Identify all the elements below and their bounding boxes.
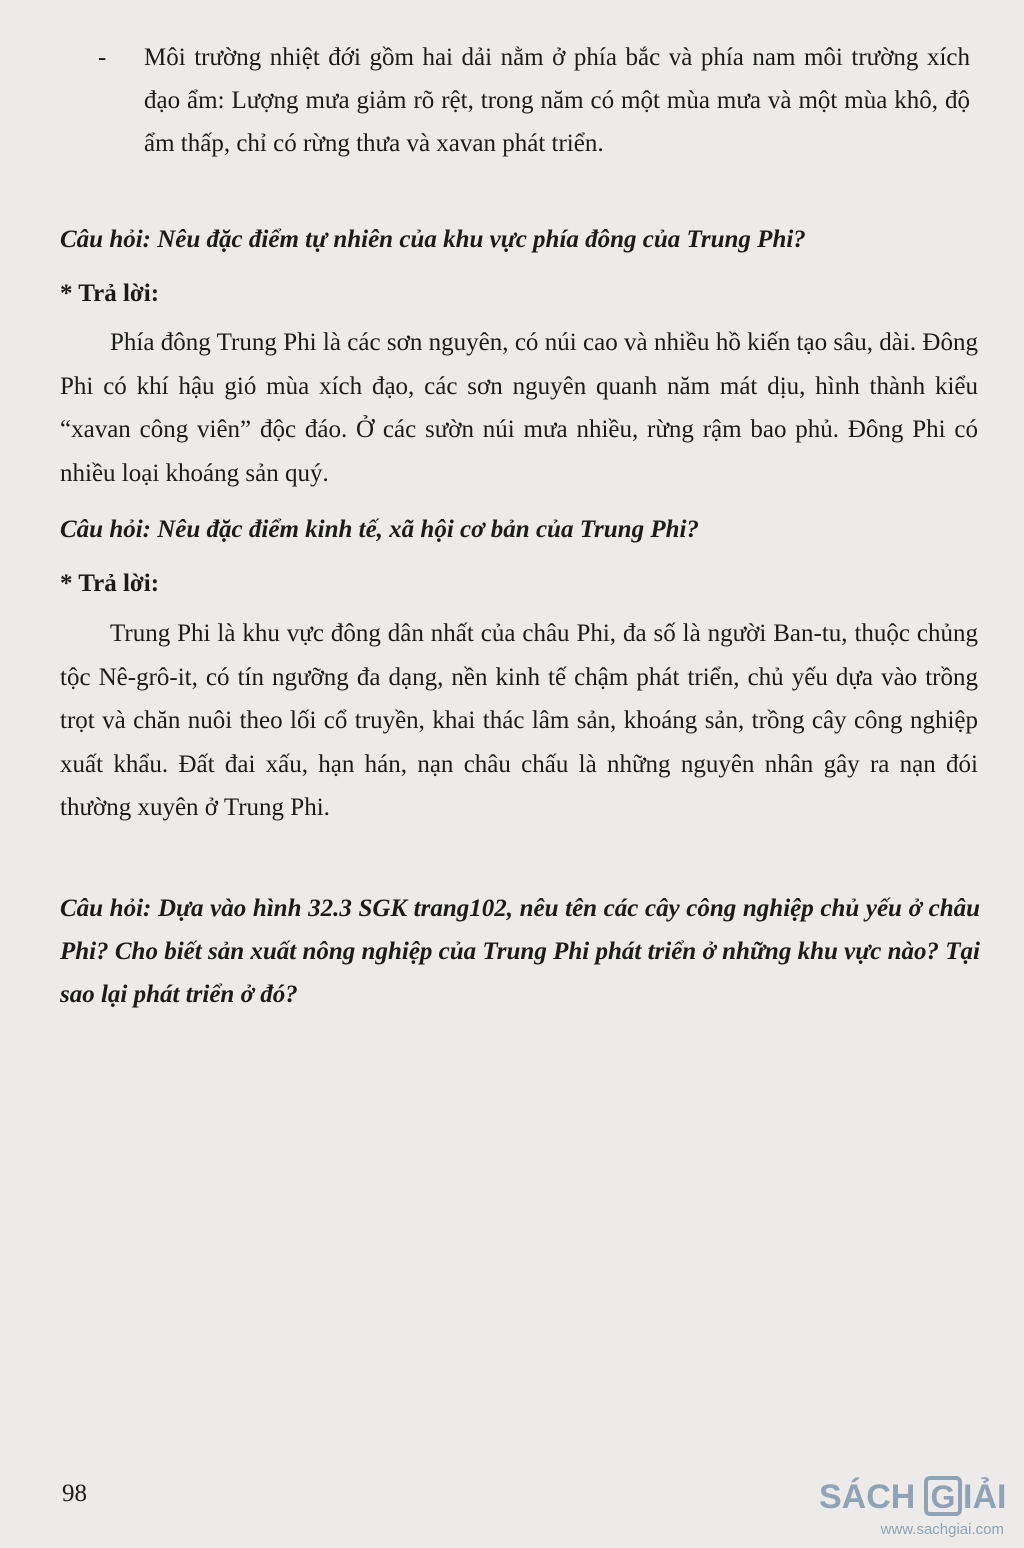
answer-label-2: * Trả lời: (60, 570, 160, 597)
watermark-brand-right: IẢI (963, 1478, 1007, 1516)
question-2: Câu hỏi: Nêu đặc điểm kinh tế, xã hội cơ bản của Trung Phi? (60, 516, 699, 543)
answer-2: Trung Phi là khu vực đông dân nhất của châu Phi, đa số là người Ban-tu, thuộc chủng tộc Nê-grô-it, có tín ngưỡng đa dạng, nền kinh tế chậm phát triển, chủ yếu dựa vào trồng trọt và chăn nuôi theo lối cổ truyền, khai thác lâm sản, khoáng sản, trồng cây công nghiệp xuất khẩu. Đất đai xấu, hạn hán, nạn châu chấu là những nguyên nhân gây ra nạn đói thường xuyên ở Trung Phi. (60, 620, 978, 821)
question-1: Câu hỏi: Nêu đặc điểm tự nhiên của khu vực phía đông của Trung Phi? (60, 226, 806, 253)
answer-1: Phía đông Trung Phi là các sơn nguyên, có núi cao và nhiều hồ kiến tạo sâu, dài. Đông Phi có khí hậu gió mùa xích đạo, các sơn nguyên quanh năm mát dịu, hình thành kiểu “xavan công viên” độc đáo. Ở các sườn núi mưa nhiều, rừng rậm bao phủ. Đông Phi có nhiều loại khoáng sản quý. (60, 329, 978, 487)
sachgiai-watermark-logo (814, 1470, 1014, 1540)
question-3: Câu hỏi: Dựa vào hình 32.3 SGK trang102, nêu tên các cây công nghiệp chủ yếu ở châu Phi? Cho biết sản xuất nông nghiệp của Trung Phi phát triển ở những khu vực nào? Tại sao lại phát triển ở đó? (60, 895, 980, 1008)
answer-label-1: * Trả lời: (60, 280, 160, 307)
bullet-text: Môi trường nhiệt đới gồm hai dải nằm ở phía bắc và phía nam môi trường xích đạo ẩm: Lượng mưa giảm rõ rệt, trong năm có một mùa mưa và một mùa khô, độ ẩm thấp, chỉ có rừng thưa và xavan phát triển. (144, 44, 970, 157)
watermark-brand-left: SÁCH (819, 1478, 916, 1516)
watermark-url: www.sachgiai.com (880, 1521, 1004, 1538)
bullet-dash: - (98, 44, 107, 71)
watermark-brand-mark: G (930, 1479, 956, 1515)
page-number: 98 (62, 1480, 87, 1507)
